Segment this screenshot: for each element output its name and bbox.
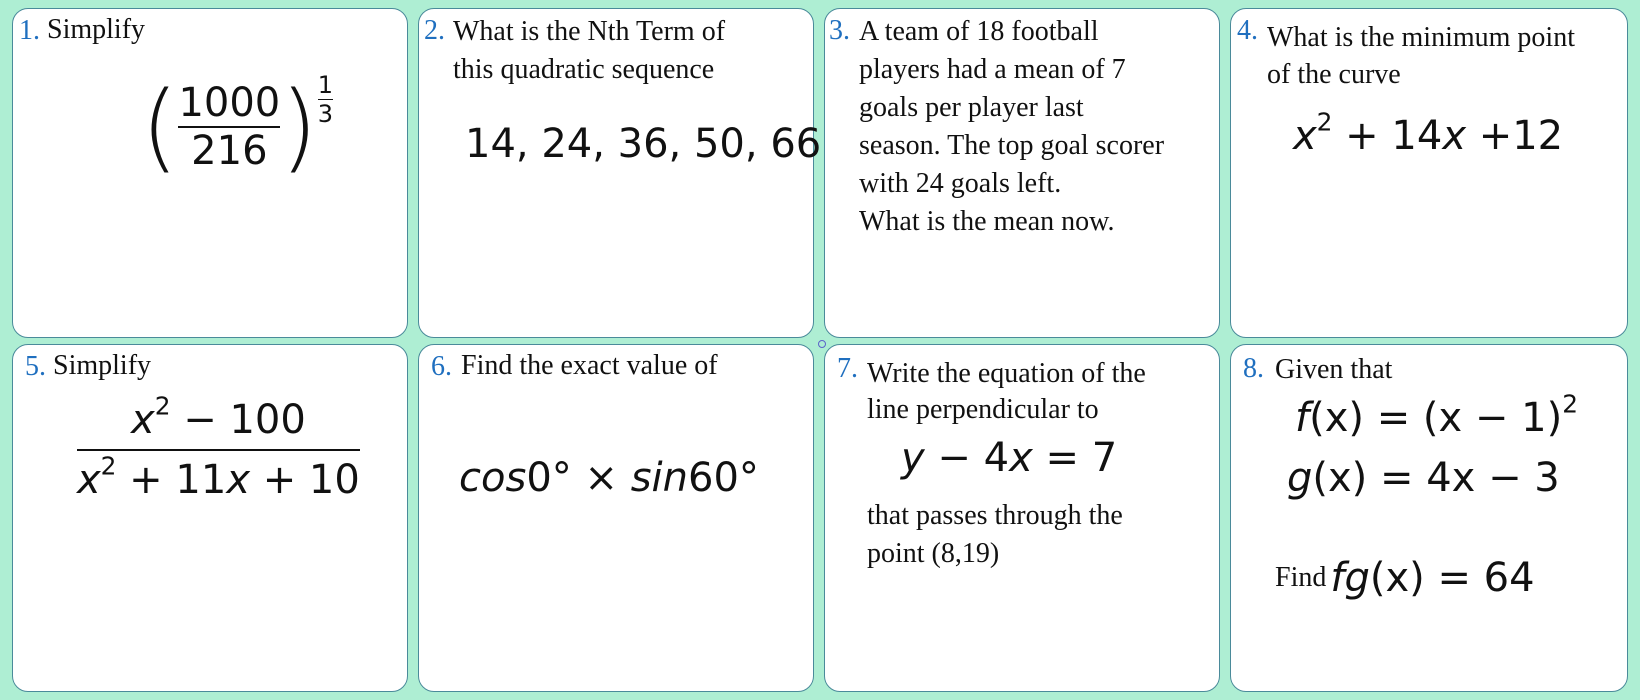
- question-text-line: What is the Nth Term of: [453, 16, 726, 47]
- question-text: Simplify: [53, 350, 152, 381]
- question-number: 8.: [1243, 353, 1264, 384]
- question-text-line: players had a mean of 7: [859, 54, 1126, 85]
- question-number: 3.: [829, 15, 850, 46]
- question-card-8: [1230, 344, 1628, 692]
- question-card-3: [824, 8, 1220, 338]
- question-text-line: goals per player last: [859, 92, 1084, 123]
- line-equation: y − 4x = 7: [901, 435, 1118, 481]
- question-number: 1.: [19, 15, 40, 46]
- trig-expression: cos0° × sin60°: [459, 455, 759, 501]
- question-text-line: What is the mean now.: [859, 206, 1115, 237]
- find-label: Find: [1275, 562, 1327, 593]
- denominator: $x^2 + 11x + 10$: [77, 451, 360, 503]
- question-card-4: [1230, 8, 1628, 338]
- denominator: 216: [191, 128, 268, 174]
- function-g-definition: g(x) = 4x − 3: [1287, 455, 1560, 501]
- question-number: 4.: [1237, 15, 1258, 46]
- quadratic-expression: $x^2 + 14x +12$: [1293, 107, 1564, 159]
- small-circle-marker: [818, 340, 826, 348]
- question-card-2: [418, 8, 822, 338]
- question-number: 6.: [431, 351, 452, 382]
- exponent-denominator: 3: [317, 100, 333, 128]
- question-text: Find the exact value of: [461, 350, 718, 381]
- numerator: 1000: [178, 80, 281, 126]
- question-card-5: [12, 344, 408, 692]
- question-number: 2.: [424, 15, 445, 46]
- question-text-line: A team of 18 football: [859, 16, 1099, 47]
- question-number: 7.: [837, 353, 858, 384]
- question-text-line: of the curve: [1267, 59, 1401, 90]
- question-text-line: line perpendicular to: [867, 394, 1099, 425]
- exponent-numerator: 1: [317, 71, 333, 99]
- rational-expression: [77, 391, 360, 503]
- question-card-6: [418, 344, 814, 692]
- question-text-line: Write the equation of the: [867, 358, 1146, 389]
- expression-cube-root-fraction: ( $\frac{1000}{216}$ ) $\frac{1}{3}$: [141, 71, 333, 183]
- question-number: 5.: [25, 351, 46, 382]
- question-text-line: this quadratic sequence: [453, 54, 715, 85]
- question-text-line: that passes through the: [867, 500, 1123, 531]
- question-text-line: What is the minimum point: [1267, 22, 1575, 53]
- question-card-1: [12, 8, 408, 338]
- find-line: [1275, 555, 1535, 601]
- question-text: Given that: [1275, 354, 1393, 385]
- composite-function-equation: fg(x) = 64: [1330, 555, 1535, 601]
- question-text-line: point (8,19): [867, 538, 1000, 569]
- question-text-line: with 24 goals left.: [859, 168, 1062, 199]
- function-f-definition: $f(x) = (x - 1)^2$: [1295, 389, 1578, 441]
- question-text-line: season. The top goal scorer: [859, 130, 1165, 161]
- numerator: $x^2 - 100$: [131, 391, 306, 443]
- question-card-7: [824, 344, 1220, 692]
- sequence-expression: 14, 24, 36, 50, 66: [465, 121, 822, 167]
- question-text: Simplify: [47, 14, 146, 45]
